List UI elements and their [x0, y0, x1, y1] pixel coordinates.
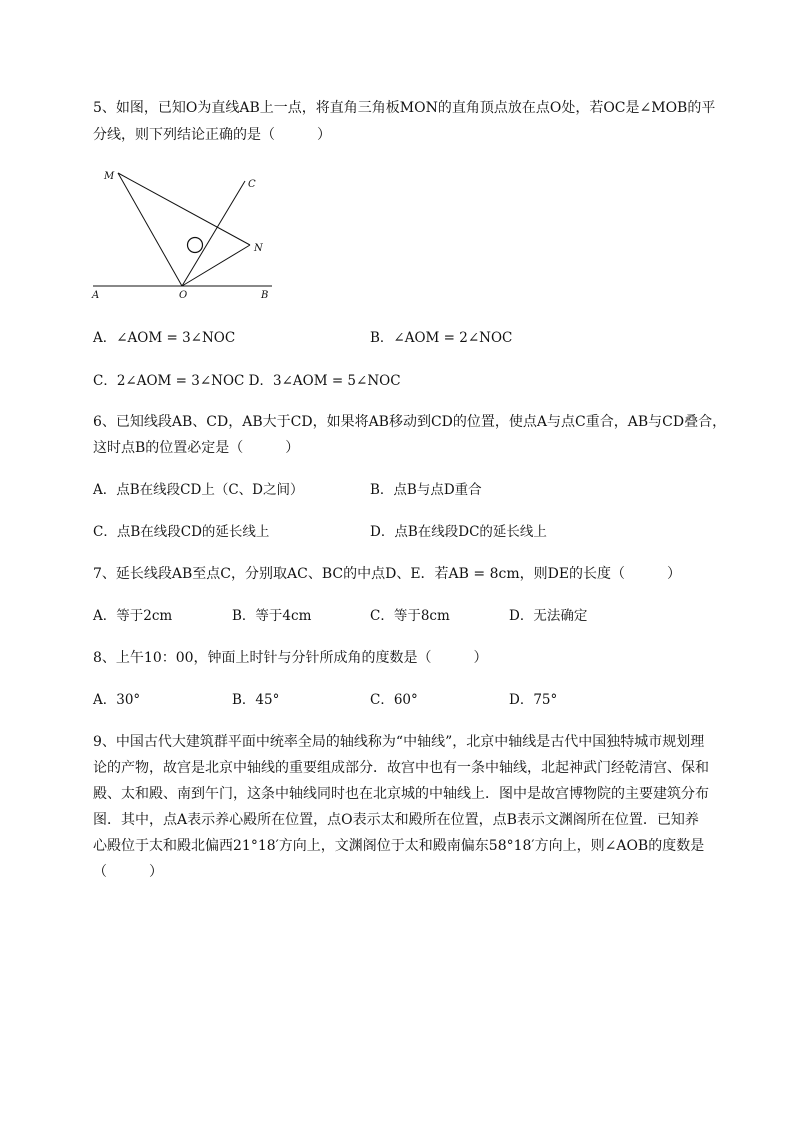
q8-option-c: C．60° [370, 692, 418, 708]
ray-oc [182, 181, 245, 286]
q7-stem: 7、延长线段AB至点C，分别取AC、BC的中点D、E．若AB = 8cm，则DE的长度（ ） [93, 566, 682, 582]
q9-stem-line-2: 论的产物，故宫是北京中轴线的重要组成部分．故宫中也有一条中轴线，北起神武门经乾清宫、保和 [93, 760, 709, 776]
q5-figure [90, 165, 280, 305]
q7-option-a: A．等于2cm [93, 608, 173, 624]
q8-option-d: D．75° [509, 692, 558, 708]
label-a: A [92, 290, 100, 301]
q9-stem-line-5: 心殿位于太和殿北偏西21°18′方向上，文渊阁位于太和殿南偏东58°18′方向上，则∠AOB的度数是 [93, 838, 705, 854]
q6-stem-line-2: 这时点B的位置必定是（ ） [93, 440, 300, 456]
q5-stem-line-2: 分线，则下列结论正确的是（ ） [93, 127, 331, 143]
q9-stem-line-3: 殿、太和殿、南到午门，这条中轴线同时也在北京城的中轴线上．图中是故宫博物院的主要建筑分布 [93, 786, 709, 802]
segment-on [182, 245, 250, 286]
segment-mn [118, 173, 250, 245]
q7-option-b: B．等于4cm [232, 608, 312, 624]
q9-stem-line-4: 图．其中，点A表示养心殿所在位置，点O表示太和殿所在位置，点B表示文渊阁所在位置．已知养 [93, 812, 699, 828]
q6-option-c: C．点B在线段CD的延长线上 [93, 524, 270, 540]
q5-option-b: B．∠AOM = 2∠NOC [370, 330, 513, 346]
label-m: M [104, 171, 115, 182]
q6-option-b: B．点B与点D重合 [370, 482, 482, 498]
hole-circle [188, 238, 203, 253]
q9-stem-line-1: 9、中国古代大建筑群平面中统率全局的轴线称为“中轴线”，北京中轴线是古代中国独特城市规划理 [93, 734, 705, 750]
label-n: N [254, 243, 263, 254]
q8-stem: 8、上午10：00，钟面上时针与分针所成角的度数是（ ） [93, 650, 488, 666]
q9-stem-line-6: （ ） [93, 864, 163, 880]
label-c: C [248, 179, 256, 190]
q6-option-a: A．点B在线段CD上（C、D之间） [93, 482, 304, 498]
q7-option-d: D．无法确定 [509, 608, 588, 624]
q8-option-b: B．45° [232, 692, 280, 708]
q7-option-c: C．等于8cm [370, 608, 450, 624]
q5-option-a: A．∠AOM = 3∠NOC [93, 330, 236, 346]
q5-option-c-d: C．2∠AOM = 3∠NOC D．3∠AOM = 5∠NOC [93, 373, 401, 389]
label-o: O [179, 290, 188, 301]
q6-stem-line-1: 6、已知线段AB、CD，AB大于CD，如果将AB移动到CD的位置，使点A与点C重合，AB与CD叠合， [93, 414, 727, 430]
label-b: B [261, 290, 269, 301]
q8-option-a: A．30° [93, 692, 141, 708]
q5-stem-line-1: 5、如图，已知O为直线AB上一点，将直角三角板MON的直角顶点放在点O处，若OC是∠MOB的平 [93, 100, 716, 116]
q6-option-d: D．点B在线段DC的延长线上 [370, 524, 547, 540]
